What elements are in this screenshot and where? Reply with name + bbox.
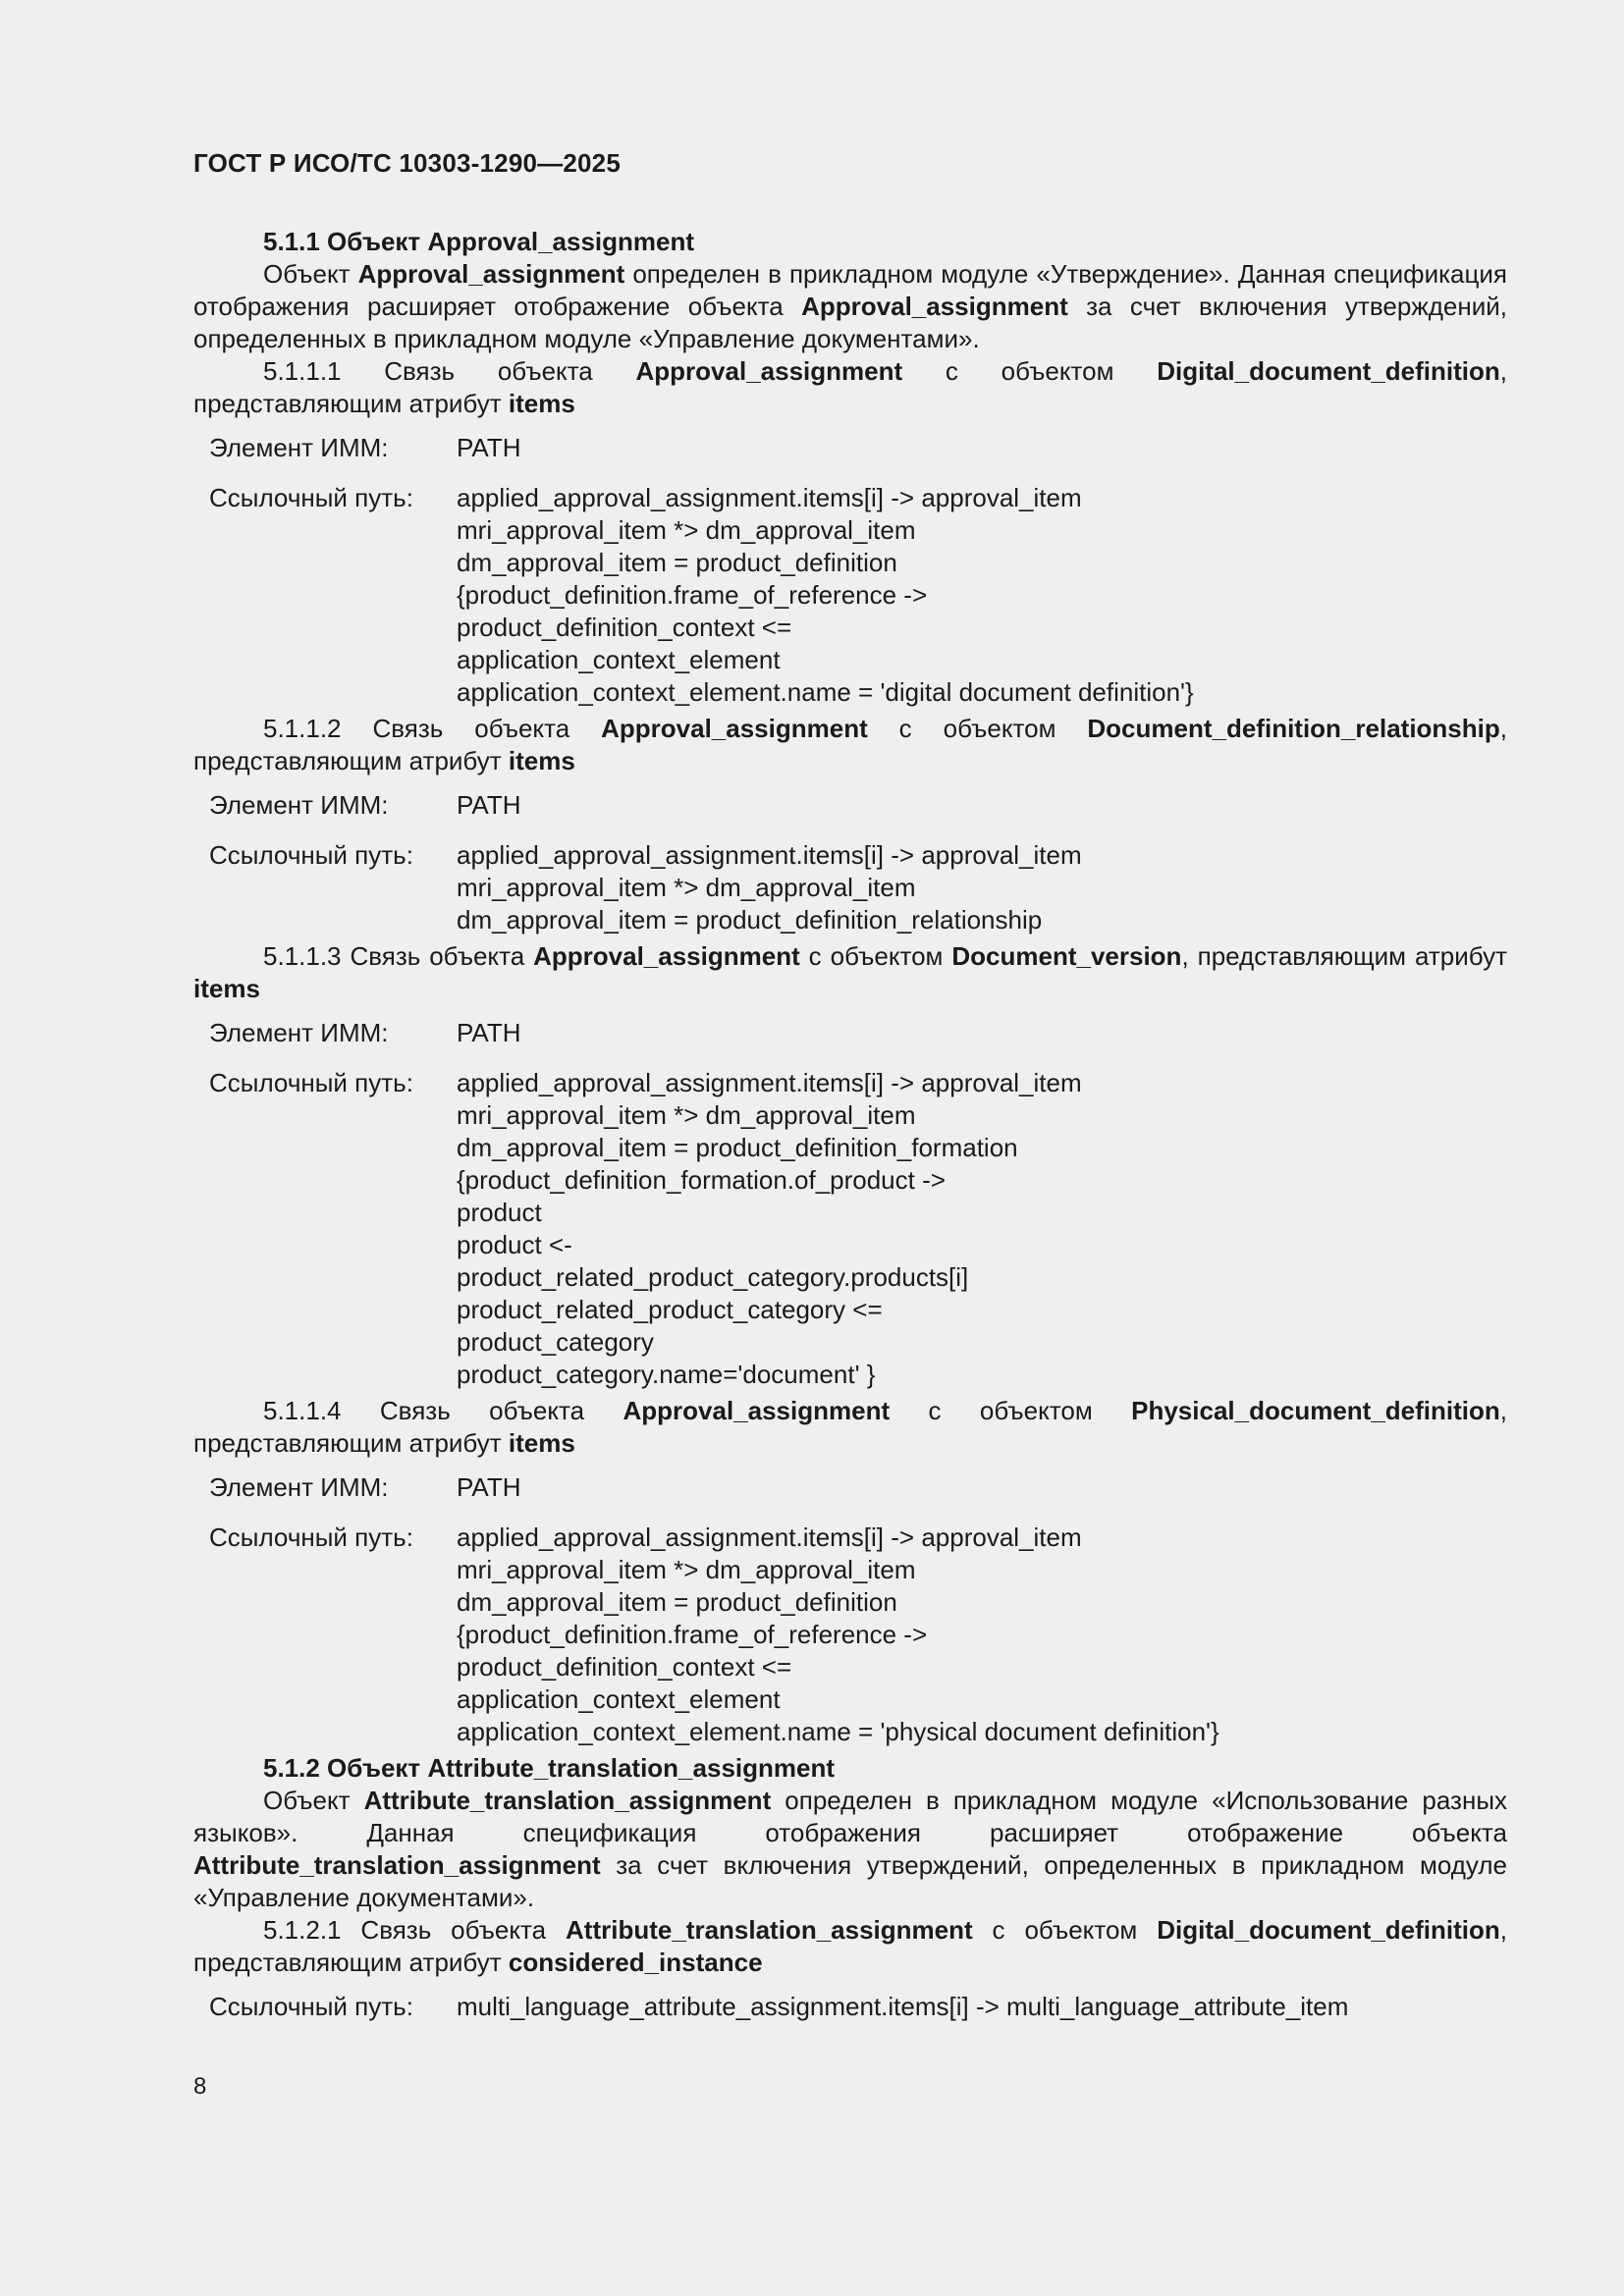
path-line: application_context_element.name = 'physical document definition'} xyxy=(457,1717,1219,1746)
subsection-title-5-1-1-4 xyxy=(193,1395,1507,1460)
bold-term: considered_instance xyxy=(508,1948,763,1977)
imm-row-5-1-1-1 xyxy=(193,432,1507,464)
document-header: ГОСТ Р ИСО/ТС 10303-1290—2025 xyxy=(193,148,622,178)
imm-row-5-1-1-3 xyxy=(193,1017,1507,1049)
ref-path-row-5-1-1-2 xyxy=(193,839,1507,936)
ref-path-value xyxy=(457,839,1507,936)
page-number: 8 xyxy=(193,2073,207,2100)
imm-row-5-1-1-4 xyxy=(193,1471,1507,1504)
text-run: Объект xyxy=(263,1786,364,1815)
imm-value: PATH xyxy=(457,790,521,820)
ref-path-row-5-1-1-1 xyxy=(193,482,1507,709)
bold-term: Attribute_translation_assignment xyxy=(363,1786,772,1815)
ref-path-value xyxy=(457,1522,1507,1748)
bold-term: Approval_assignment xyxy=(601,714,868,743)
text-run: 5.1.1.4 Связь объекта xyxy=(263,1396,623,1425)
path-line: product_related_product_category.products[i] xyxy=(457,1262,969,1292)
bold-term: Digital_document_definition xyxy=(1157,1915,1500,1945)
text-run: определен в прикладном модуле «Использование разных языков». Данная спецификация отображения расширяет отображение объекта xyxy=(193,1786,1508,1847)
bold-term: Digital_document_definition xyxy=(1157,356,1500,386)
bold-term: Approval_assignment xyxy=(623,1396,891,1425)
bold-term: Attribute_translation_assignment xyxy=(193,1850,601,1880)
path-line: dm_approval_item = product_definition xyxy=(457,548,897,577)
text-run: с объектом xyxy=(890,1396,1132,1425)
path-line: applied_approval_assignment.items[i] -> approval_item xyxy=(457,1068,1082,1097)
text-run: за счет включения утверждений, определенных в прикладном модуле «Управление документами». xyxy=(193,1850,1507,1912)
path-line: {product_definition.frame_of_reference -> xyxy=(457,1620,928,1649)
ref-path-label: Ссылочный путь: xyxy=(209,1522,413,1552)
ref-path-label: Ссылочный путь: xyxy=(209,840,413,870)
path-line: mri_approval_item *> dm_approval_item xyxy=(457,515,916,545)
section-paragraph-5-1-1 xyxy=(193,258,1507,355)
section-heading-5-1-2: 5.1.2 Объект Attribute_translation_assignment xyxy=(263,1753,836,1783)
imm-value: PATH xyxy=(457,1472,521,1502)
path-line: {product_definition.frame_of_reference -> xyxy=(457,580,928,610)
bold-term: Approval_assignment xyxy=(635,356,903,386)
imm-value: PATH xyxy=(457,433,521,462)
bold-term: Approval_assignment xyxy=(801,292,1068,321)
path-line: dm_approval_item = product_definition_formation xyxy=(457,1133,1018,1162)
subsection-title-5-1-1-3 xyxy=(193,940,1507,1005)
text-run: с объектом xyxy=(972,1915,1158,1945)
ref-path-row-5-1-1-4 xyxy=(193,1522,1507,1748)
bold-term: items xyxy=(508,1428,575,1458)
bold-term: Approval_assignment xyxy=(533,941,800,971)
path-line: mri_approval_item *> dm_approval_item xyxy=(457,1100,916,1130)
text-run: 5.1.1.2 Связь объекта xyxy=(263,714,602,743)
path-line: application_context_element xyxy=(457,1684,781,1714)
text-run: за счет включения утверждений, определенных в прикладном модуле «Управление документами». xyxy=(193,292,1507,353)
ref-path-value xyxy=(457,482,1507,709)
ref-path-label: Ссылочный путь: xyxy=(209,1992,413,2021)
subsection-title-5-1-1-2 xyxy=(193,713,1507,777)
imm-row-5-1-1-2 xyxy=(193,789,1507,822)
ref-path-label: Ссылочный путь: xyxy=(209,483,413,512)
section-paragraph-5-1-2 xyxy=(193,1785,1507,1914)
text-run: с объектом xyxy=(799,941,952,971)
ref-path-row-5-1-1-3 xyxy=(193,1067,1507,1391)
path-line: product <- xyxy=(457,1230,572,1259)
text-run: , представляющим атрибут xyxy=(193,714,1507,775)
ref-path-label: Ссылочный путь: xyxy=(209,1068,413,1097)
path-line: mri_approval_item *> dm_approval_item xyxy=(457,873,916,902)
text-run: , представляющим атрибут xyxy=(193,1915,1507,1977)
bold-term: Attribute_translation_assignment xyxy=(566,1915,973,1945)
path-line: application_context_element xyxy=(457,645,781,674)
path-line: product xyxy=(457,1198,542,1227)
imm-label: Элемент ИММ: xyxy=(209,1472,389,1502)
ref-path-row-5-1-2-1 xyxy=(193,1991,1507,2023)
text-run: , представляющим атрибут xyxy=(193,1396,1507,1458)
path-line: application_context_element.name = 'digital document definition'} xyxy=(457,677,1194,707)
path-line: dm_approval_item = product_definition_relationship xyxy=(457,905,1043,934)
text-run: 5.1.1.1 Связь объекта xyxy=(263,356,636,386)
path-line: applied_approval_assignment.items[i] -> approval_item xyxy=(457,483,1082,512)
bold-term: items xyxy=(508,389,575,418)
path-line: applied_approval_assignment.items[i] -> approval_item xyxy=(457,1522,1082,1552)
path-line: product_category.name='document' } xyxy=(457,1360,876,1389)
ref-path-value xyxy=(457,1991,1507,2023)
imm-label: Элемент ИММ: xyxy=(209,790,389,820)
imm-label: Элемент ИММ: xyxy=(209,433,389,462)
bold-term: Document_version xyxy=(951,941,1182,971)
text-run: 5.1.1.3 Связь объекта xyxy=(263,941,534,971)
imm-label: Элемент ИММ: xyxy=(209,1018,389,1047)
path-line: dm_approval_item = product_definition xyxy=(457,1587,897,1617)
section-heading-5-1-1: 5.1.1 Объект Approval_assignment xyxy=(263,227,695,256)
bold-term: items xyxy=(193,974,260,1003)
path-line: product_definition_context <= xyxy=(457,613,792,642)
path-line: product_related_product_category <= xyxy=(457,1295,883,1324)
text-run: , представляющим атрибут xyxy=(193,356,1507,418)
subsection-title-5-1-1-1 xyxy=(193,355,1507,420)
imm-value: PATH xyxy=(457,1018,521,1047)
document-content xyxy=(193,226,1507,2027)
bold-term: Document_definition_relationship xyxy=(1087,714,1500,743)
text-run: определен в прикладном модуле «Утверждение». Данная спецификация отображения расширяет отображение объекта xyxy=(193,259,1507,321)
text-run: Объект xyxy=(263,259,358,289)
bold-term: Physical_document_definition xyxy=(1131,1396,1500,1425)
path-line: applied_approval_assignment.items[i] -> approval_item xyxy=(457,840,1082,870)
text-run: с объектом xyxy=(902,356,1158,386)
path-line: multi_language_attribute_assignment.items[i] -> multi_language_attribute_item xyxy=(457,1992,1349,2021)
path-line: product_definition_context <= xyxy=(457,1652,792,1682)
path-line: {product_definition_formation.of_product -> xyxy=(457,1165,946,1195)
text-run: с объектом xyxy=(867,714,1088,743)
ref-path-value xyxy=(457,1067,1507,1391)
text-run: , представляющим атрибут xyxy=(1181,941,1507,971)
bold-term: Approval_assignment xyxy=(357,259,625,289)
text-run: 5.1.2.1 Связь объекта xyxy=(263,1915,567,1945)
bold-term: items xyxy=(508,746,575,775)
path-line: product_category xyxy=(457,1327,654,1357)
subsection-title-5-1-2-1 xyxy=(193,1914,1507,1979)
path-line: mri_approval_item *> dm_approval_item xyxy=(457,1555,916,1584)
